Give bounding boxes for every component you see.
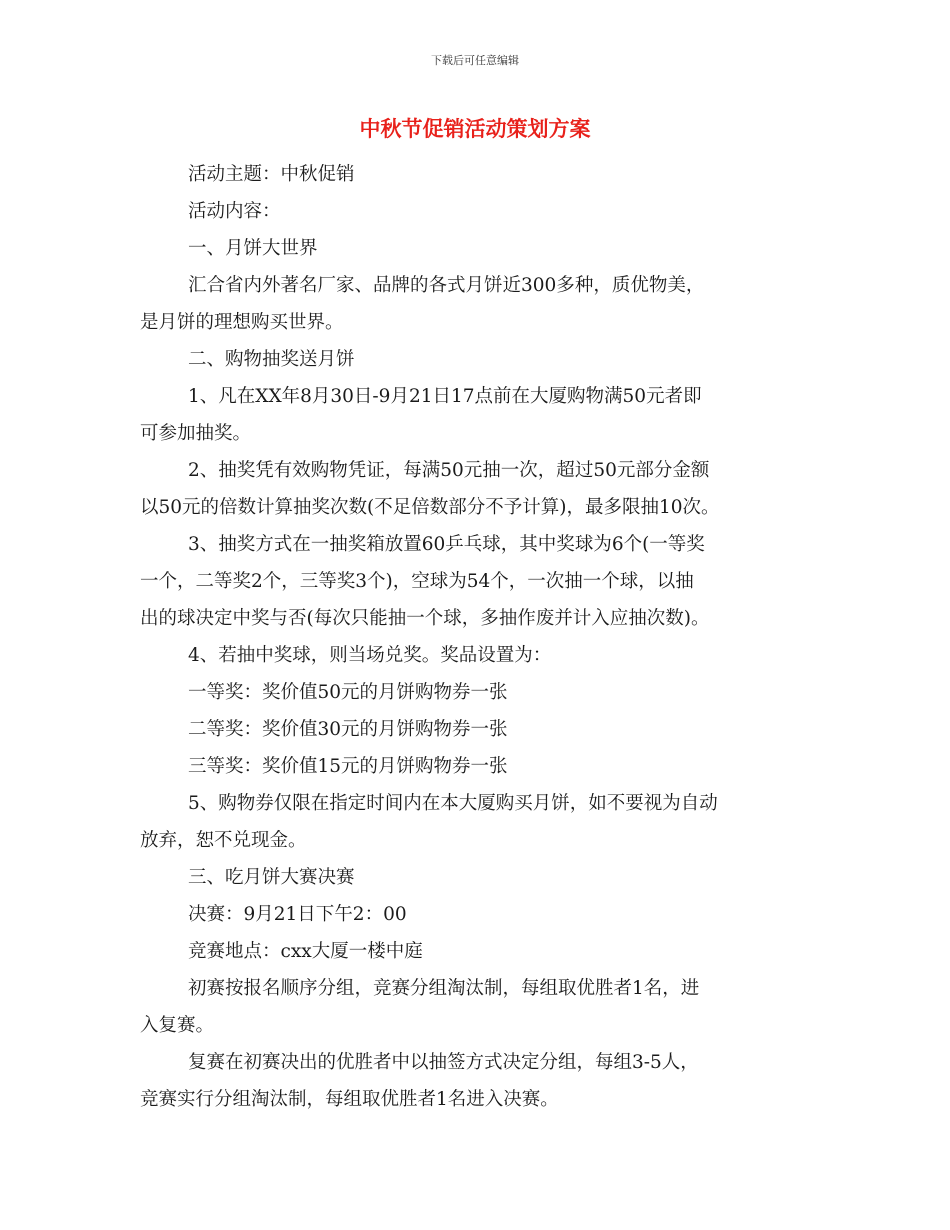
paragraph-semifinal: 复赛在初赛决出的优胜者中以抽签方式决定分组，每组3-5人， 竞赛实行分组淘汰制，每组取优胜者1名进入决赛。 <box>140 1052 699 1110</box>
document-body <box>140 156 830 1118</box>
prize-second: 二等奖：奖价值30元的月饼购物券一张 <box>188 719 508 740</box>
prize-first: 一等奖：奖价值50元的月饼购物券一张 <box>188 682 508 703</box>
paragraph-final-time: 决赛：9月21日下午2：00 <box>188 904 407 925</box>
section-heading-eating-contest: 三、吃月饼大赛决赛 <box>188 867 355 888</box>
section-heading-lottery: 二、购物抽奖送月饼 <box>188 349 355 370</box>
paragraph-lottery-rule-4: 4、若抽中奖球，则当场兑奖。奖品设置为： <box>188 645 552 666</box>
paragraph-lottery-rule-3: 3、抽奖方式在一抽奖箱放置60乒乓球，其中奖球为6个(一等奖 一个，二等奖2个，三等奖3个)，空球为54个，一次抽一个球，以抽 出的球决定中奖与否(每次只能抽一个球，多抽作废并计入应抽次数)。 <box>140 534 710 629</box>
paragraph-mooncake-world: 汇合省内外著名厂家、品牌的各式月饼近300多种，质优物美， 是月饼的理想购买世界。 <box>140 275 705 333</box>
paragraph-lottery-rule-1: 1、凡在XX年8月30日-9月21日17点前在大厦购物满50元者即 可参加抽奖。 <box>140 386 702 444</box>
paragraph-lottery-rule-2: 2、抽奖凭有效购物凭证，每满50元抽一次，超过50元部分金额 以50元的倍数计算抽奖次数(不足倍数部分不予计算)，最多限抽10次。 <box>140 460 720 518</box>
prize-third: 三等奖：奖价值15元的月饼购物券一张 <box>188 756 508 777</box>
section-heading-mooncake-world: 一、月饼大世界 <box>188 238 318 259</box>
document-title: 中秋节促销活动策划方案 <box>359 116 591 141</box>
paragraph-content-label: 活动内容： <box>188 201 281 222</box>
paragraph-lottery-rule-5: 5、购物券仅限在指定时间内在本大厦购买月饼，如不要视为自动 放弃，恕不兑现金。 <box>140 793 718 851</box>
paragraph-theme: 活动主题：中秋促销 <box>188 164 355 185</box>
header-note: 下载后可任意编辑 <box>431 54 519 67</box>
paragraph-venue: 竞赛地点：cxx大厦一楼中庭 <box>188 941 423 962</box>
paragraph-preliminary: 初赛按报名顺序分组，竞赛分组淘汰制，每组取优胜者1名，进 入复赛。 <box>140 978 700 1036</box>
